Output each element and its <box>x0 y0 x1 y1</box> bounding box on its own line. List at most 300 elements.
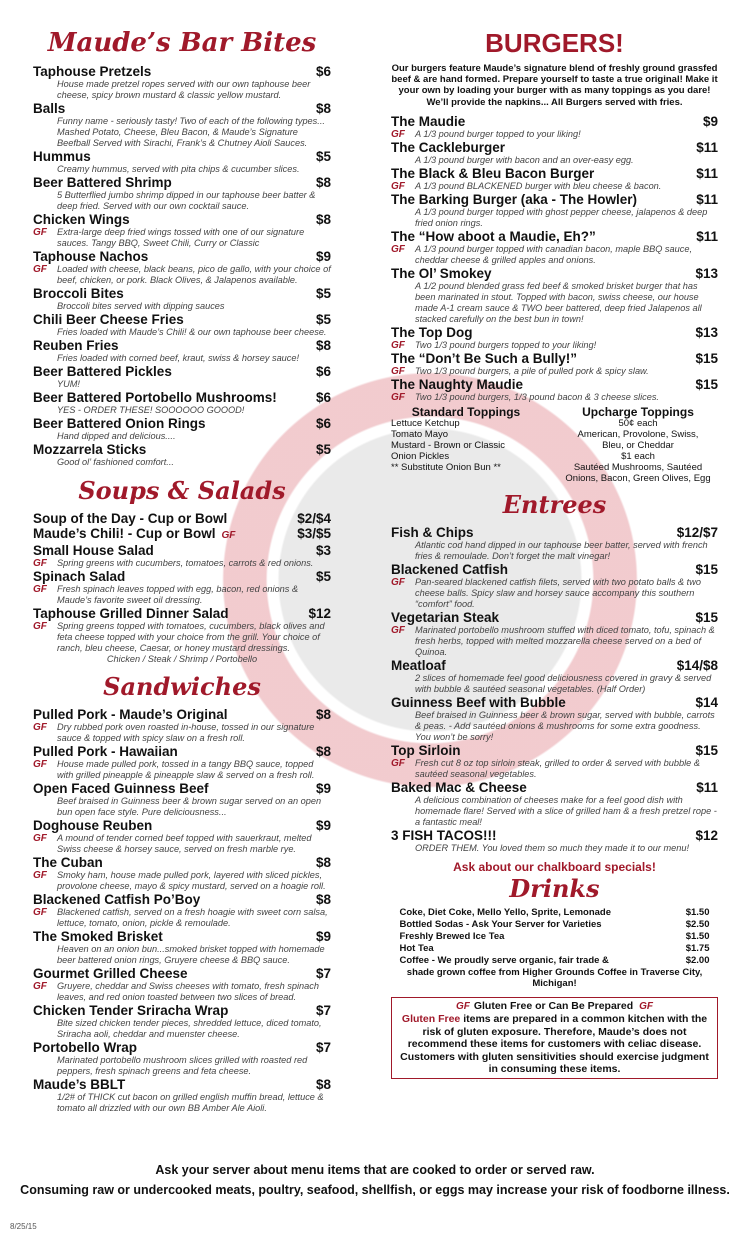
drink-row <box>400 955 710 967</box>
menu-item-name: The “How aboot a Maudie, Eh?” <box>391 228 596 244</box>
soups-list <box>33 511 331 654</box>
menu-item-price: $15 <box>695 376 718 392</box>
menu-item-header <box>33 526 331 543</box>
menu-item-header <box>391 351 718 366</box>
menu-item <box>33 818 331 855</box>
standard-toppings-list <box>391 418 541 473</box>
drinks-table <box>400 907 710 967</box>
menu-item-name: Soup of the Day - Cup or Bowl <box>33 511 228 526</box>
menu-item-name-wrap <box>33 1040 137 1055</box>
menu-item-name: Meatloaf <box>391 657 446 673</box>
gf-mark: GF <box>455 1000 470 1012</box>
menu-item-name-wrap <box>33 286 124 301</box>
menu-item-price: $8 <box>315 707 331 722</box>
menu-item-description <box>33 264 331 286</box>
menu-item-header <box>391 166 718 181</box>
menu-item-name-wrap <box>33 569 125 584</box>
gf-icon: GF <box>33 722 47 733</box>
menu-item-description <box>33 1018 331 1040</box>
menu-item-description <box>391 181 718 192</box>
menu-item-name-wrap <box>33 364 172 379</box>
menu-item-name: Blackened Catfish Po’Boy <box>33 892 201 907</box>
menu-item-name: Chicken Wings <box>33 212 130 227</box>
menu-item-name-wrap <box>33 543 154 558</box>
menu-item-header <box>33 781 331 796</box>
menu-item-description-text: Fries loaded with Maude’s Chili! & our own taphouse beer cheese. <box>57 327 327 337</box>
menu-item-description-text: House made pretzel ropes served with our own taphouse beer cheese, spicy brown mustard & classic yellow mustard. <box>57 79 311 100</box>
menu-item-description-text: Spring greens with cucumbers, tomatoes, carrots & red onions. <box>57 558 314 568</box>
menu-item-name-wrap <box>33 707 228 722</box>
menu-item <box>33 338 331 364</box>
menu-item-header <box>391 828 718 843</box>
menu-item-name-wrap <box>33 149 91 164</box>
menu-item-name-wrap <box>33 526 235 543</box>
gf-icon: GF <box>33 981 47 992</box>
menu-item-price: $14/$8 <box>676 657 718 673</box>
menu-item-description <box>391 625 718 658</box>
menu-item-name-wrap <box>391 192 637 207</box>
menu-item-price: $13 <box>695 324 718 340</box>
menu-item <box>33 416 331 442</box>
salad-protein-choices: Chicken / Steak / Shrimp / Portobello <box>106 654 258 664</box>
menu-item-price: $7 <box>315 966 331 981</box>
menu-item-name: Mozzarrela Sticks <box>33 442 147 457</box>
menu-item-price: $6 <box>315 390 331 405</box>
menu-item-description <box>33 944 331 966</box>
menu-item <box>391 562 718 610</box>
menu-item <box>33 175 331 212</box>
menu-item-description <box>391 155 718 166</box>
bar-bites-list <box>33 64 331 468</box>
gf-icon: GF <box>391 624 405 636</box>
menu-item <box>391 743 718 780</box>
menu-item <box>33 526 331 543</box>
menu-item-description <box>391 540 718 562</box>
menu-item-description <box>391 281 718 325</box>
menu-item-name-wrap <box>33 442 146 457</box>
menu-item-header <box>391 695 718 710</box>
menu-item-header <box>33 390 331 405</box>
menu-item-name: Pulled Pork - Maude’s Original <box>33 707 228 722</box>
menu-item-price: $6 <box>315 64 331 79</box>
menu-item-name-wrap <box>33 511 227 526</box>
menu-item-name-wrap <box>33 101 65 116</box>
menu-item-description <box>33 79 331 101</box>
entrees-title: Entrees <box>502 489 607 519</box>
menu-item-header <box>33 744 331 759</box>
menu-item <box>391 525 718 562</box>
menu-item-name: Broccoli Bites <box>33 286 124 301</box>
menu-item-description-text: ORDER THEM. You loved them so much they made it to our menu! <box>415 842 690 853</box>
footer-line-2: Consuming raw or undercooked meats, poultry, seafood, shellfish, or eggs may increase your risk of foodborne illness. <box>20 1183 730 1197</box>
drink-row <box>400 919 710 931</box>
gf-icon: GF <box>391 576 405 588</box>
soups-salads-title: Soups & Salads <box>78 476 286 505</box>
gf-icon: GF <box>391 180 405 192</box>
menu-item-price: $8 <box>315 338 331 353</box>
menu-item-description <box>391 366 718 377</box>
menu-item-header <box>33 1077 331 1092</box>
menu-item-price: $8 <box>315 855 331 870</box>
menu-item-description-text: A 1/3 pound burger topped with ghost pepper cheese, jalapenos & deep fried onion rings. <box>415 206 708 228</box>
menu-item-header <box>33 929 331 944</box>
menu-item-name-wrap <box>33 390 277 405</box>
menu-item <box>391 780 718 828</box>
topping-line: 50¢ each <box>618 417 658 429</box>
menu-item-name: Maude’s Chili! - Cup or Bowl <box>33 526 216 541</box>
gf-icon: GF <box>33 584 47 595</box>
menu-item-description-text: YUM! <box>57 379 80 389</box>
menu-item-price: $12/$7 <box>676 524 718 540</box>
menu-item-header <box>391 377 718 392</box>
menu-item-price: $5 <box>315 312 331 327</box>
menu-item-name: 3 FISH TACOS!!! <box>391 827 497 843</box>
menu-item-name-wrap <box>391 658 446 673</box>
drink-price: $2.50 <box>685 918 710 930</box>
menu-item-price: $6 <box>315 364 331 379</box>
sandwiches-title: Sandwiches <box>103 672 261 701</box>
footer-line-1: Ask your server about menu items that are cooked to order or served raw. <box>155 1163 595 1177</box>
menu-item <box>391 695 718 743</box>
menu-item-name: Beer Battered Portobello Mushrooms! <box>33 390 277 405</box>
menu-item <box>33 364 331 390</box>
menu-item-name-wrap <box>391 828 497 843</box>
drink-row <box>400 943 710 955</box>
menu-item-description <box>391 710 718 743</box>
menu-item-name: Reuben Fries <box>33 338 119 353</box>
menu-item-description <box>33 1092 331 1114</box>
menu-item-description-text: A 1/2 pound blended grass fed beef & smoked brisket burger that has been marinated in stout. Topped with bacon, swiss cheese, our house made A-1 cream sauce & TWO beer battered, deep fried Jalapenos all stacked carefully on the best bun in town! <box>415 280 702 324</box>
menu-item-description-text: Smoky ham, house made pulled pork, layered with sliced pickles, provolone cheese, mayo & spicy mustard, served on a hoagie roll. <box>57 870 326 891</box>
menu-item-name-wrap <box>33 338 119 353</box>
menu-item-price: $3/$5 <box>297 526 331 541</box>
menu-item <box>391 377 718 403</box>
menu-item <box>33 744 331 781</box>
menu-item-header <box>33 818 331 833</box>
menu-item-description-text: Dry rubbed pork oven roasted in-house, tossed in our signature sauce & topped with spicy slaw on a fresh roll. <box>57 722 315 743</box>
menu-item-price: $9 <box>315 249 331 264</box>
menu-item-header <box>391 780 718 795</box>
gf-icon: GF <box>391 365 405 377</box>
drinks-title: Drinks <box>509 873 600 903</box>
menu-item-name-wrap <box>33 1003 228 1018</box>
menu-item <box>33 855 331 892</box>
gf-icon: GF <box>33 558 47 569</box>
gf-icon: GF <box>391 339 405 351</box>
topping-line: Onion Pickles <box>391 450 450 462</box>
menu-item-description <box>33 833 331 855</box>
topping-line: $1 each <box>621 450 655 462</box>
menu-item-name: The Maudie <box>391 113 466 129</box>
menu-item-header <box>33 442 331 457</box>
gluten-free-lead: Gluten Free <box>401 1013 461 1026</box>
menu-item-name: Beer Battered Onion Rings <box>33 416 206 431</box>
menu-item-price: $8 <box>315 101 331 116</box>
menu-item-name: The “Don’t Be Such a Bully!” <box>391 350 578 366</box>
menu-item-description-text: Spring greens topped with tomatoes, cucumbers, black olives and feta cheese topped with your choice from the grill. Your choice of ranch, bleu cheese, Caesar, or honey mustard dressings. <box>57 621 325 653</box>
menu-item-name: Vegetarian Steak <box>391 609 500 625</box>
menu-item-price: $15 <box>695 350 718 366</box>
menu-item-name: The Cackleburger <box>391 139 506 155</box>
drink-price: $2.00 <box>685 954 710 966</box>
menu-item-name: Fish & Chips <box>391 524 474 540</box>
left-column <box>33 28 331 1114</box>
gf-icon: GF <box>33 759 47 770</box>
menu-item-description <box>391 795 718 828</box>
menu-item-name: The Black & Bleu Bacon Burger <box>391 165 595 181</box>
menu-item-price: $8 <box>315 212 331 227</box>
menu-item-name: The Cuban <box>33 855 103 870</box>
menu-item-price: $13 <box>695 265 718 281</box>
drink-price: $1.50 <box>685 906 710 918</box>
menu-item-description-text: 2 slices of homemade feel good deliciousness covered in gravy & served with bubble & sautéed seasonal vegetables. (Half Order) <box>415 672 712 694</box>
menu-item <box>33 707 331 744</box>
menu-item <box>33 511 331 526</box>
menu-item-price: $7 <box>315 1003 331 1018</box>
menu-item <box>33 1040 331 1077</box>
menu-item-description <box>33 907 331 929</box>
menu-item-description <box>33 405 331 416</box>
menu-item-header <box>33 569 331 584</box>
menu-item <box>391 266 718 325</box>
menu-item-description <box>33 227 331 249</box>
gluten-free-text <box>400 1013 709 1076</box>
menu-item-description-text: Hand dipped and delicious.... <box>57 431 176 441</box>
menu-item-name-wrap <box>33 966 188 981</box>
menu-item <box>33 892 331 929</box>
menu-item-description <box>33 431 331 442</box>
menu-item <box>391 166 718 192</box>
menu-item <box>391 351 718 377</box>
menu-item-name: Gourmet Grilled Cheese <box>33 966 188 981</box>
menu-item-description-text: 5 Butterflied jumbo shrimp dipped in our taphouse beer batter & deep fried. Served with our own cocktail sauce. <box>57 190 316 211</box>
menu-item-description-text: Atlantic cod hand dipped in our taphouse beer batter, served with french fries & remoulade. Don’t forget the malt vinegar! <box>415 539 708 561</box>
menu-item-header <box>33 312 331 327</box>
menu-item-description-text: A 1/3 pound BLACKENED burger with bleu cheese & bacon. <box>415 180 662 191</box>
menu-item-price: $11 <box>696 165 718 181</box>
menu-item-header <box>33 1040 331 1055</box>
gf-icon: GF <box>33 870 47 881</box>
gluten-free-heading <box>400 1000 709 1014</box>
menu-item-name-wrap <box>391 695 566 710</box>
menu-item-description-text: Fresh cut 8 oz top sirloin steak, grilled to order & served with bubble & sautéed seasonal vegetables. <box>415 757 700 779</box>
menu-date: 8/25/15 <box>10 1222 37 1231</box>
menu-item-description <box>391 129 718 140</box>
menu-item-price: $12 <box>695 827 718 843</box>
gf-mark: GF <box>639 1000 654 1012</box>
menu-item-header <box>33 175 331 190</box>
menu-item-header <box>33 707 331 722</box>
gf-icon: GF <box>33 907 47 918</box>
menu-item-name-wrap <box>33 855 103 870</box>
menu-item-name: The Barking Burger (aka - The Howler) <box>391 191 638 207</box>
menu-item-description-text: Broccoli bites served with dipping sauces <box>57 301 225 311</box>
menu-item-description-text: Blackened catfish, served on a fresh hoagie with sweet corn salsa, lettuce, tomato, onion, pickle & remoulade. <box>57 907 328 928</box>
menu-item-description-text: Fries loaded with corned beef, kraut, swiss & horsey sauce! <box>57 353 300 363</box>
menu-item-header <box>33 338 331 353</box>
menu-item <box>33 390 331 416</box>
menu-item-name-wrap <box>391 140 505 155</box>
menu-item-description-text: Two 1/3 pound burgers, 1/3 pound bacon & 3 cheese slices. <box>415 391 659 402</box>
menu-item-name-wrap <box>391 166 594 181</box>
menu-item-name-wrap <box>33 1077 125 1092</box>
menu-item-header <box>33 892 331 907</box>
menu-item-header <box>33 364 331 379</box>
chalkboard-specials-note: Ask about our chalkboard specials! <box>453 859 656 874</box>
menu-item <box>391 325 718 351</box>
upcharge-toppings-list <box>558 418 718 484</box>
menu-item-header <box>33 543 331 558</box>
menu-item-description <box>33 621 331 654</box>
menu-item-name: The Top Dog <box>391 324 473 340</box>
menu-item-description <box>33 870 331 892</box>
menu-item-name-wrap <box>391 114 465 129</box>
menu-item-description <box>391 244 718 266</box>
menu-item-price: $15 <box>695 561 718 577</box>
menu-item-name: Beer Battered Shrimp <box>33 175 172 190</box>
menu-item <box>33 249 331 286</box>
menu-item-name-wrap <box>391 229 596 244</box>
menu-item-description <box>33 796 331 818</box>
menu-item <box>391 114 718 140</box>
drink-price: $1.50 <box>685 930 710 942</box>
gf-icon: GF <box>33 227 47 238</box>
menu-item <box>33 442 331 468</box>
drink-name: Bottled Sodas - Ask Your Server for Varieties <box>399 918 602 930</box>
topping-line: Bleu, or Cheddar <box>602 439 674 451</box>
topping-line: Mustard - Brown or Classic <box>391 439 506 451</box>
menu-item-name: Top Sirloin <box>391 742 461 758</box>
menu-item <box>33 569 331 606</box>
menu-item <box>33 1003 331 1040</box>
menu-item-description-text: Heaven on an onion bun...smoked brisket topped with homemade beer battered onion rings, Gruyere cheese & BBQ sauce. <box>57 944 325 965</box>
menu-item-description <box>391 577 718 610</box>
menu-item-description <box>391 843 718 854</box>
menu-item-name-wrap <box>33 249 148 264</box>
menu-item-price: $5 <box>315 442 331 457</box>
menu-item-description <box>33 164 331 175</box>
drink-row <box>400 931 710 943</box>
menu-item-description-text: A mound of tender corned beef topped with sauerkraut, melted Swiss cheese & horsey sauce, served on fresh marble rye. <box>57 833 312 854</box>
upcharge-toppings <box>558 404 718 484</box>
menu-item-description-text: A delicious combination of cheeses make for a feel good dish with homemade flare! Served with a slice of grilled ham & a fresh pretzel rope - a fantastic meal! <box>415 794 717 827</box>
menu-item-price: $14 <box>695 694 718 710</box>
menu-item-price: $9 <box>702 113 718 129</box>
topping-line: Tomato Mayo <box>391 428 449 440</box>
menu-item-name: Maude’s BBLT <box>33 1077 126 1092</box>
menu-item-header <box>391 658 718 673</box>
menu-item <box>33 286 331 312</box>
menu-item-description <box>33 981 331 1003</box>
menu-item-name: Chili Beer Cheese Fries <box>33 312 184 327</box>
menu-item-header <box>391 192 718 207</box>
menu-item-name: Taphouse Pretzels <box>33 64 152 79</box>
topping-line: Lettuce Ketchup <box>391 417 460 429</box>
topping-line: ** Substitute Onion Bun ** <box>391 461 501 473</box>
menu-item-name-wrap <box>33 781 209 796</box>
menu-item-name-wrap <box>391 377 523 392</box>
menu-item <box>33 966 331 1003</box>
drink-name: Coffee - We proudly serve organic, fair trade & <box>399 954 609 966</box>
menu-item-header <box>391 114 718 129</box>
menu-item <box>391 610 718 658</box>
menu-item-name: Small House Salad <box>33 543 154 558</box>
menu-item-description-text: Good ol’ fashioned comfort... <box>57 457 174 467</box>
menu-item-header <box>391 325 718 340</box>
menu-item-price: $15 <box>695 742 718 758</box>
topping-line: Sautéed Mushrooms, Sautéed <box>573 461 703 473</box>
menu-item-header <box>391 229 718 244</box>
menu-item <box>33 312 331 338</box>
standard-toppings <box>391 404 541 484</box>
menu-item-description <box>33 722 331 744</box>
menu-item-header <box>33 855 331 870</box>
menu-item-name-wrap <box>391 610 499 625</box>
menu-item <box>33 101 331 149</box>
gf-icon: GF <box>221 530 236 541</box>
menu-item-description-text: Bite sized chicken tender pieces, shredded lettuce, diced tomato, Sriracha aoli, cheddar and muenster cheese. <box>57 1018 322 1039</box>
drink-price: $1.75 <box>685 942 710 954</box>
menu-item-name-wrap <box>33 212 130 227</box>
menu-item-name: Open Faced Guinness Beef <box>33 781 209 796</box>
menu-item-price: $11 <box>696 139 718 155</box>
gf-icon: GF <box>33 621 47 632</box>
menu-item-description <box>33 116 331 149</box>
menu-item-description-text: Two 1/3 pound burgers topped to your liking! <box>415 339 597 350</box>
menu-item-name: Taphouse Nachos <box>33 249 149 264</box>
topping-line: American, Provolone, Swiss, <box>577 428 699 440</box>
drink-name: Hot Tea <box>399 942 434 954</box>
menu-item-header <box>33 966 331 981</box>
menu-item <box>33 64 331 101</box>
menu-item-description-text: House made pulled pork, tossed in a tangy BBQ sauce, topped with grilled pineapple & pineapple slaw & served on a fresh roll. <box>57 759 315 780</box>
menu-item-description-text: Beef braised in Guinness beer & brown sugar, served with bubble, carrots & peas. - Add sautéed onions & mushrooms for some extra goodness. You won’t be sorry! <box>415 709 715 742</box>
menu-item-name: Baked Mac & Cheese <box>391 779 527 795</box>
menu-item-price: $8 <box>315 1077 331 1092</box>
gf-icon: GF <box>33 833 47 844</box>
drink-name: Freshly Brewed Ice Tea <box>399 930 505 942</box>
menu-item-description-text: Two 1/3 pound burgers, a pile of pulled pork & spicy slaw. <box>415 365 649 376</box>
sandwiches-list <box>33 707 331 1114</box>
entrees-list <box>391 525 718 854</box>
menu-item-name-wrap <box>391 325 472 340</box>
menu-item-price: $11 <box>696 191 718 207</box>
menu-item-price: $9 <box>315 781 331 796</box>
menu-item-name: The Naughty Maudie <box>391 376 524 392</box>
menu-item-description-text: A 1/3 pound burger topped with canadian bacon, maple BBQ sauce, cheddar cheese & grilled apples and onions. <box>415 243 693 265</box>
menu-item-name-wrap <box>33 892 200 907</box>
menu-item-name: Pulled Pork - Hawaiian <box>33 744 178 759</box>
menu-item-price: $9 <box>315 929 331 944</box>
topping-line: Onions, Bacon, Green Olives, Egg <box>565 472 711 484</box>
menu-item-description <box>33 301 331 312</box>
burgers-title: BURGERS! <box>485 28 624 58</box>
menu-item-price: $5 <box>315 149 331 164</box>
menu-item <box>391 140 718 166</box>
menu-item-price: $8 <box>315 892 331 907</box>
menu-item-name: Taphouse Grilled Dinner Salad <box>33 606 229 621</box>
menu-item-name-wrap <box>33 818 152 833</box>
menu-item <box>33 212 331 249</box>
menu-item-description <box>33 327 331 338</box>
menu-item-description <box>391 392 718 403</box>
menu-item-price: $7 <box>315 1040 331 1055</box>
menu-item-description-text: Gruyere, cheddar and Swiss cheeses with tomato, fresh spinach leaves, and red onion toasted between two slices of bread. <box>57 981 319 1002</box>
menu-item-header <box>391 610 718 625</box>
coffee-note: shade grown coffee from Higher Grounds Coffee in Traverse City, Michigan! <box>406 966 703 989</box>
menu-item-description-text: A 1/3 pound burger topped to your liking! <box>415 128 581 139</box>
menu-item-name-wrap <box>33 929 163 944</box>
